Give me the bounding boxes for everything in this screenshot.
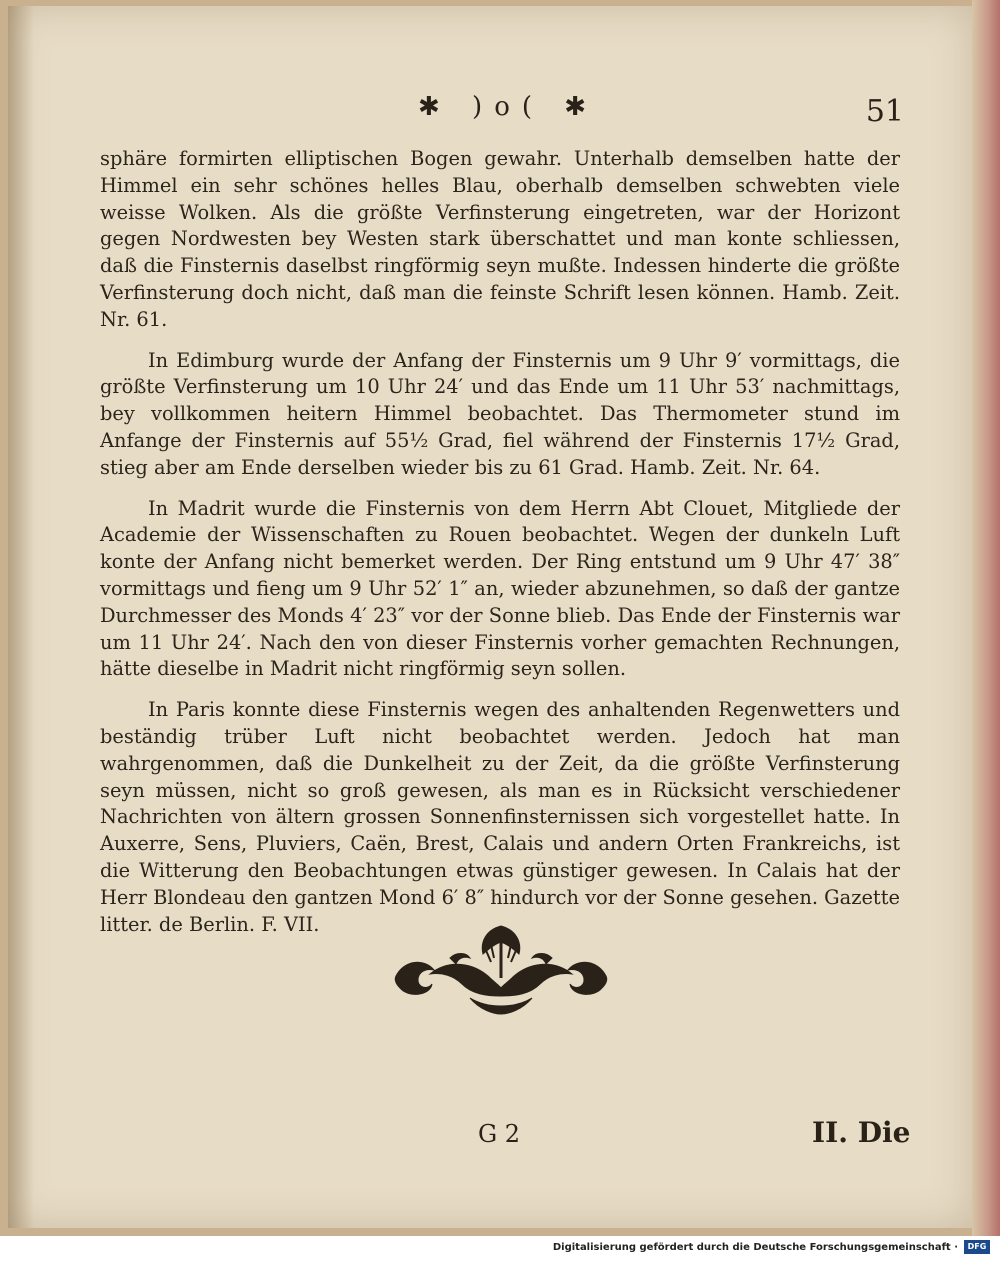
page-spine-shadow xyxy=(8,6,34,1228)
catchword: II. Die xyxy=(812,1116,911,1149)
dfg-logo-icon: DFG xyxy=(964,1240,990,1254)
credit-text: Digitalisierung gefördert durch die Deutsche Forschungsgemeinschaft · xyxy=(552,1242,958,1253)
body-text xyxy=(100,146,900,952)
header-ornament: ✱ )o( ✱ xyxy=(418,92,599,122)
page-number: 51 xyxy=(865,94,904,129)
paragraph-edimburg: In Edimburg wurde der Anfang der Finsternis um 9 Uhr 9′ vormittags, die größte Verfinsterung um 10 Uhr 24′ und das Ende um 11 Uhr 53′ nachmittags, bey vollkommen heitern Himmel beobachtet. Das Thermometer stund im Anfange der Finsternis auf 55½ Grad, fiel während der Finsternis 17½ Grad, stieg aber am Ende derselben wieder bis zu 61 Grad. Hamb. Zeit. Nr. 64. xyxy=(100,348,900,479)
page-edge xyxy=(972,0,1000,1236)
paragraph-madrit: In Madrit wurde die Finsternis von dem Herrn Abt Clouet, Mitgliede der Academie der Wissenschaften zu Rouen beobachtet. Wegen der dunkeln Luft konte der Anfang nicht bemerket werden. Der Ring entstund um 9 Uhr 47′ 38″ vormittags und fieng um 9 Uhr 52′ 1″ an, wieder abzunehmen, so daß der gantze Durchmesser des Monds 4′ 23″ vor der Sonne blieb. Das Ende der Finsternis war um 11 Uhr 24′. Nach den von dieser Finsternis vorher gemachten Rechnungen, hätte dieselbe in Madrit nicht ringförmig seyn sollen. xyxy=(100,496,900,681)
paragraph-continuation: sphäre formirten elliptischen Bogen gewahr. Unterhalb demselben hatte der Himmel ein sehr schönes helles Blau, oberhalb demselben schwebten viele weisse Wolken. Als die größte Verfinsterung eingetreten, war der Horizont gegen Nordwesten bey Westen stark überschattet und man konte schliessen, daß die Finsternis daselbst ringförmig seyn mußte. Indessen hinderte die größte Verfinsterung doch nicht, daß man die feinste Schrift lesen können. Hamb. Zeit. Nr. 61. xyxy=(100,147,900,331)
credit-bar xyxy=(0,1236,1000,1262)
signature-mark: G 2 xyxy=(478,1120,521,1148)
paragraph-paris: In Paris konnte diese Finsternis wegen des anhaltenden Regenwetters und beständig trüber Luft nicht beobachtet werden. Jedoch hat man wahrgenommen, daß die Dunkelheit zu der Zeit, da die größte Verfinsterung seyn müssen, nicht so groß gewesen, als man es in Rücksicht verschiedener Nachrichten von ältern grossen Sonnenfinsternissen sich vorgestellet hatte. In Auxerre, Sens, Pluviers, Caën, Brest, Calais und andern Orten Frankreichs, ist die Witterung den Beobachtungen etwas günstiger gewesen. In Calais hat der Herr Blondeau den gantzen Mond 6′ 8″ hindurch vor der Sonne gesehen. Gazette litter. de Berlin. F. VII. xyxy=(100,698,900,936)
baroque-shell-ornament-icon xyxy=(390,918,612,1018)
page-header xyxy=(90,92,910,132)
